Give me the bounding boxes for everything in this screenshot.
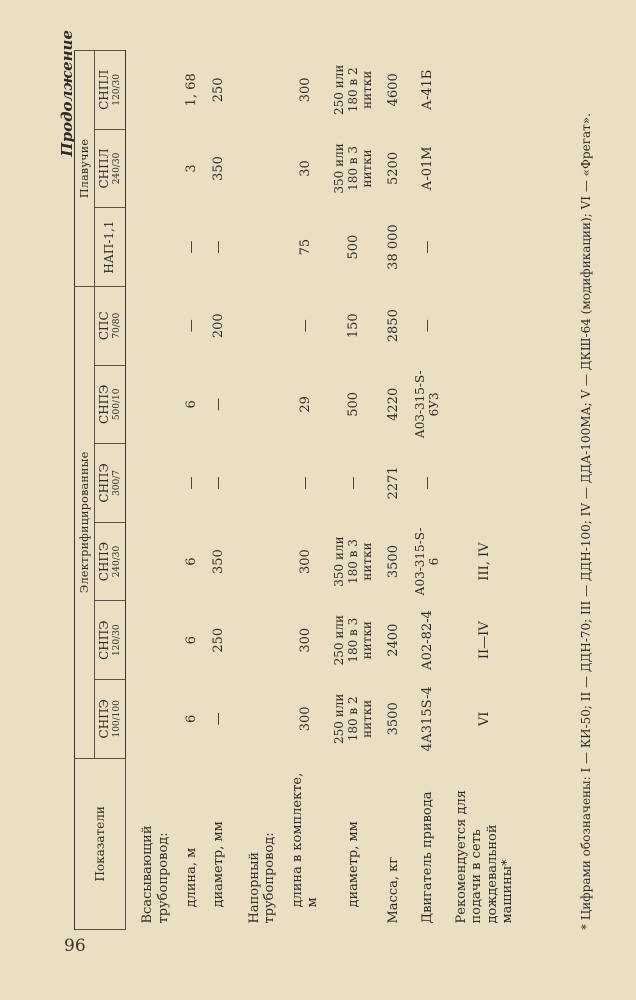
table-cell: —: [211, 397, 227, 411]
table-cell: А03-315-S-6У3: [413, 370, 441, 439]
table-cell: —: [211, 476, 227, 490]
continuation-label: Продолжение: [58, 30, 76, 157]
table-row: [126, 51, 178, 930]
table-cell: 4А315S-4: [420, 686, 436, 752]
table-cell: [126, 680, 178, 759]
table-cell: —: [211, 712, 227, 726]
table-cell: 300: [297, 549, 313, 574]
table-cell: 350: [211, 549, 227, 574]
table-cell: 38 000: [386, 224, 402, 270]
table-row: [448, 51, 522, 930]
table-cell: —: [420, 240, 436, 254]
page-number: 96: [64, 936, 86, 956]
table-cell: [126, 208, 178, 287]
table-cell: 300: [297, 627, 313, 653]
table-cell: [233, 129, 284, 208]
table-cell: [126, 129, 178, 208]
table-cell: —: [183, 476, 199, 490]
table-cell: [448, 286, 522, 365]
table-cell: 200: [211, 313, 227, 339]
row-label: Напорный трубопровод:: [246, 832, 278, 924]
header-group-row: [75, 51, 95, 930]
table-cell: [233, 208, 284, 287]
table-cell: —: [297, 319, 313, 333]
table-cell: 350: [211, 156, 227, 181]
table-cell: 6: [183, 400, 199, 409]
table-cell: —: [183, 240, 199, 254]
table-cell: 250: [211, 77, 227, 103]
table-cell: [448, 365, 522, 444]
table-cell: [448, 444, 522, 523]
model-header: СНПЭ 500/10: [95, 365, 126, 444]
table-cell: 3500: [386, 545, 402, 579]
table-cell: 30: [297, 160, 313, 177]
table-cell: 2271: [386, 466, 402, 500]
table-cell: 3: [183, 164, 199, 173]
table-cell: 2850: [386, 309, 402, 343]
table-cell: [233, 444, 284, 523]
table-row: [327, 51, 380, 930]
table-cell: А02-82-4: [420, 610, 436, 671]
table-cell: 250 или 180 в 2 нитки: [332, 64, 374, 115]
row-label: длина в комплекте, м: [289, 772, 321, 908]
table-cell: [126, 601, 178, 680]
table-cell: А-01М: [420, 146, 436, 191]
table-cell: 300: [297, 706, 313, 732]
table-cell: 250: [211, 627, 227, 653]
table-cell: [126, 522, 178, 601]
table-row: [408, 51, 448, 930]
table-cell: [126, 444, 178, 523]
table-cell: 3500: [386, 702, 402, 736]
row-label: Рекомендуется для подачи в сеть дождевальной машины*: [453, 790, 516, 924]
model-header: СНПЭ 240/30: [95, 522, 126, 601]
model-header: НАП-1,1: [95, 208, 126, 287]
table-cell: II—IV: [477, 621, 493, 660]
table-row: [178, 51, 206, 930]
table-cell: 500: [345, 391, 361, 417]
table-cell: —: [420, 476, 436, 490]
row-label: диаметр, мм: [211, 821, 227, 908]
footnote: * Цифрами обозначены: I — КИ-50; II — ДДН-70; III — ДДН-100; IV — ДДА-100МА; V — ДКШ-64 (модификации); VI — «Фрегат».: [579, 113, 593, 930]
table-cell: 75: [297, 238, 313, 256]
pumps-table: [74, 50, 522, 930]
table-cell: [233, 286, 284, 365]
table-cell: —: [345, 476, 361, 490]
group-floating-header: Плавучие: [75, 51, 95, 287]
model-header: СНПЭ 100/100: [95, 680, 126, 759]
table-cell: 6: [183, 714, 199, 723]
table-cell: VI: [477, 711, 493, 727]
row-label: Масса, кг: [386, 856, 402, 924]
row-label: Всасывающий трубопровод:: [140, 825, 171, 924]
table-cell: [233, 680, 284, 759]
indicators-header: Показатели: [75, 758, 126, 929]
table-cell: [448, 129, 522, 208]
table-cell: [233, 365, 284, 444]
table-cell: 4600: [386, 73, 402, 107]
table-cell: III, IV: [477, 542, 493, 581]
row-label: длина, м: [183, 847, 199, 908]
model-header: СПС 70/80: [95, 286, 126, 365]
row-label: диаметр, мм: [345, 821, 361, 908]
table-cell: [233, 601, 284, 680]
table-row: [284, 51, 327, 930]
table-cell: —: [183, 319, 199, 333]
table-cell: [233, 522, 284, 601]
table-cell: 150: [345, 313, 361, 339]
table-cell: 2400: [386, 623, 402, 657]
table-cell: 250 или 180 в 2 нитки: [332, 693, 374, 744]
table-cell: 250 или 180 в 3 нитки: [332, 615, 374, 666]
model-header: СНПЭ 300/7: [95, 444, 126, 523]
table-cell: 350 или 180 в 3 нитки: [332, 536, 374, 587]
table-cell: 350 или 180 в 3 нитки: [332, 143, 374, 194]
table-cell: —: [420, 319, 436, 333]
table-row: [205, 51, 233, 930]
row-label: Двигатель привода: [420, 791, 436, 924]
table-cell: 1, 68: [183, 73, 199, 107]
table-cell: [126, 51, 178, 130]
table-cell: 4220: [386, 387, 402, 421]
table-cell: 300: [297, 77, 313, 103]
table-cell: —: [297, 476, 313, 490]
table-row: [233, 51, 284, 930]
group-electric-header: Электрифицированные: [75, 286, 95, 758]
table-cell: 5200: [386, 151, 402, 185]
table-cell: [448, 208, 522, 287]
rotated-page-content: [58, 30, 598, 950]
table-cell: 500: [345, 234, 361, 260]
table-body: [126, 51, 522, 930]
table-cell: [233, 51, 284, 130]
table-row: [380, 51, 408, 930]
table-cell: [126, 365, 178, 444]
model-header: СНПЛ 120/30: [95, 51, 126, 130]
model-header: СНПЛ 240/30: [95, 129, 126, 208]
table-cell: 29: [297, 396, 313, 413]
table-cell: [448, 51, 522, 130]
table-cell: [126, 286, 178, 365]
table-cell: А03-315-S-6: [413, 527, 441, 596]
table-cell: 6: [183, 557, 199, 566]
model-header: СНПЭ 120/30: [95, 601, 126, 680]
table-cell: 6: [183, 636, 199, 645]
table-cell: —: [211, 240, 227, 254]
table-cell: А-41Б: [420, 69, 436, 110]
